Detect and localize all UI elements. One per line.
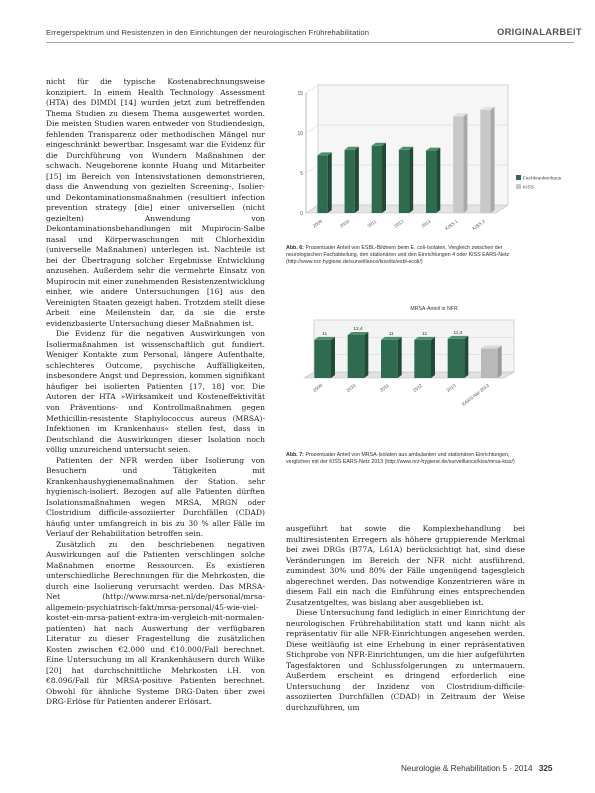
data-label: 11 (322, 331, 328, 337)
x-tick-label: 2011 (366, 218, 378, 229)
bar (453, 116, 463, 213)
right-column (286, 524, 525, 713)
x-tick-label: 2011 (379, 382, 390, 393)
bar-side (328, 152, 332, 213)
bar (348, 335, 365, 378)
y-tick-label: 0 (300, 211, 303, 217)
figure-1-chart (286, 81, 574, 241)
bar-side (355, 147, 359, 213)
paragraph: Patienten der NFR werden über Isolierung von Besuchern und Tätigkeiten mit Krankenhaushygienemaßnahmen der Station. sehr hygienisch-isoliert. Bezogen auf alle Patienten dürften Isolationsmaßnahmen wegen MRSA, MRGN oder Clostridium difficile-assoziierter Durchfällen (CDAD) häufig unter umfangreich in bis zu 30 % aller Fälle im Verlauf der Rehabilitation betroffen sein. (46, 455, 265, 539)
bar (381, 340, 398, 378)
caption-label: Abb. 6: (286, 245, 304, 251)
gridline-depth (306, 125, 318, 133)
bar (426, 151, 436, 213)
running-header: Erregerspektrum und Resistenzen in den Einrichtungen der neurologischen Frührehabilitation (46, 28, 370, 37)
bar (481, 349, 498, 378)
y-tick-label: 15 (297, 91, 303, 97)
bar-side (431, 337, 435, 378)
bar (345, 150, 355, 213)
page-footer (401, 764, 553, 773)
bar-side (409, 147, 413, 213)
figure-2-svg (286, 298, 574, 433)
legend-entry: Fachkrankenhaus (523, 176, 562, 182)
bar-side (463, 113, 467, 213)
bar-side (491, 107, 495, 213)
x-tick-label: 2009 (311, 218, 324, 229)
paragraph: nicht für die typische Kostenabrechnungsweise konzipiert. In einem Health Technology Assessment (HTA) des DIMDI [14] wurden jetzt zum betreffenden Thema Studien zu diesem Thema ausgewertet worden. Die meisten Studien waren entweder von Studiendesign, fehlenden Transparenz oder methodischen Mängel nur eingeschränkt bewertbar. Insgesamt war die Evidenz für die Durchführung von Wundern Maßnahmen der schwach. Neugeborene konnte Huang und Mitarbeiter [15] im Bereich von Intensivstationen demonstrieren, dass die Anwendung von gezielten Screening-, Isolier- und Dekontaminationsmaßnahmen (resultiert infection prevention strategy [die] einer universellen (nicht gezielten) Anwendung von Dekontaminationsbehandlungen mit Mupirocin-Salbe nasal und Körperwaschungen mit Chlorhexidin (universelle Maßnahmen) unterlegen ist. Nachteile ist bei der Übertragung solcher Ergebnisse Entwicklung anzusehen. Außerdem sehr die vermehrte Einsatz von Mupirocin mit einer zunehmenden Resistenzentwicklung einher, wie andere Untersuchungen [16] aus den Vereinigten Staaten gezeigt haben. Trotzdem stellt diese Arbeit eine Meilenstein dar, da sie die erste evidenzbasierte Untersuchung dieser Maßnahmen ist. (46, 77, 265, 328)
x-tick-label: 2009 (312, 382, 324, 394)
bar (480, 110, 490, 213)
paragraph: Diese Untersuchung fand lediglich in einer Einrichtung der neurologischen Frührehabilitation statt und kann nicht als repräsentativ für alle NFR-Einrichtungen angesehen werden. Diese weitläufig ist eine Erhebung in einer repräsentativen Stichprobe von NFR-Einrichtungen, um die hier aufgeführten Tagesfaktoren und Schlussfolgerungen zu untermauern. Außerdem erscheint es dringend erforderlich eine Untersuchung der Inzidenz von Clostridium-difficile-assoziierten Durchfällen (CDAD) in Zeitraum der Weise durchzuführen, um (286, 608, 525, 712)
bar-side (382, 143, 386, 213)
data-label: 12,4 (353, 327, 363, 333)
chart-title: MRSA-Anteil in NFR (410, 306, 458, 312)
bar (414, 340, 431, 378)
bar (372, 146, 382, 213)
legend-entry: KISS (523, 185, 534, 191)
x-tick-label: 2013 (420, 218, 432, 229)
journal-name: Neurologie & Rehabilitation 5 · 2014 (401, 764, 533, 773)
x-tick-label: 2013 (445, 382, 457, 394)
bar (399, 150, 409, 213)
bar-side (331, 337, 335, 378)
figure-2-chart (286, 298, 574, 433)
bar-side (498, 346, 502, 378)
paragraph: Die Evidenz für die negativen Auswirkungen von Isoliermaßnahmen ist wissenschaftlich gut fundiert. Weniger Kontakte zum Personal, längere Aufenthalte, schlechteres Outcome, psychische Auffälligkeiten, insbesondere Angst und Depression, kommen signifikant häufiger bei isolierten Patienten [17, 18] vor. Die Autoren der HTA »Wirksamkeit und Kosteneffektivität von Präventions- und Kontrollmaßnahmen gegen Methicillin-resistente Staphylococcus aureus (MRSA)-Infektionen im Krankenhaus« stellen fest, dass in Deutschland die Auswirkungen dieser Isolation noch völlig unzureichend untersucht seien. (46, 329, 265, 455)
figure-1-svg (286, 81, 574, 241)
paragraph: Zusätzlich zu den beschriebenen negativen Auswirkungen auf die Patienten verschlingen solche Maßnahmen enorme Ressourcen. Es existieren unterschiedliche Berechnungen für die Mehrkosten, die durch eine Isolierung verursacht werden. Das MRSA-Net (http://www.mrsa-net.nl/de/personal/mrsa-allgemein-psychiatrisch-fakt/mrsa-personal/45-wie-viel-kostet-ein-mrsa-patient-extra-im-vergleich-mit-normalen-patienten) hat nach Auswertung der verfügbaren Literatur zu dieser Fragestellung die zusätzlichen Kosten zwischen €2.000 und €10.000/Fall berechnet. Eine Untersuchung im all Krankenhäusern durch Wilke [20] hat durchschnittliche Mehrkosten i.H. von €8.096/Fall für MRSA-positive Patienten berechnet. Obwohl für ähnliche Systeme DRG-Daten über zwei DRG-Erlöse für Patienten anderer Erlösart. (46, 539, 265, 707)
y-tick-label: 10 (297, 131, 303, 137)
figure-1-caption (286, 245, 532, 266)
bar (317, 155, 327, 213)
header-rule (46, 42, 574, 43)
bar-side (464, 336, 468, 378)
bar-side (398, 337, 402, 378)
paragraph: ausgeführt hat sowie die Komplexbehandlung bei multiresistenten Erregern als höhere gruppierende Merkmal bei zwei DRGs (B77A, L61A) berücksichtigt hat, sind diese Veränderungen im Bereich der NFR nicht ausführend, zumindest 30% und 80% der Fälle ungenügend tagesgleich abgerechnet werden. Das notwendige Konzentrieren wäre in diesem Fall ein nach die Einführung eines entsprechenden Zusatzentgeltes, was bislang aber ausgeblieben ist. (286, 524, 525, 607)
bar (314, 340, 331, 378)
page-number: 325 (538, 764, 553, 773)
data-label: 11 (422, 331, 428, 337)
gridline-depth (306, 85, 318, 93)
bar (448, 339, 465, 378)
x-tick-label: EARS-Net 2013 (461, 382, 490, 407)
bar-side (436, 148, 440, 213)
legend-swatch (516, 184, 521, 189)
data-label: 11,3 (453, 330, 463, 336)
x-tick-label: KISS 2 (471, 218, 487, 232)
y-tick-label: 5 (300, 171, 303, 177)
data-label: 11 (388, 331, 394, 337)
x-tick-label: 2010 (345, 382, 357, 394)
x-tick-label: 2012 (393, 218, 405, 229)
x-tick-label: 2012 (412, 382, 424, 394)
left-column (46, 77, 265, 708)
x-tick-label: KISS 1 (444, 218, 459, 232)
legend-swatch (516, 175, 521, 180)
caption-text: Prozentualer Anteil von MRSA-Isolaten aus ambulanten und stationären Einrichtungen, verglichen mit der KISS EARS-Netz 2013 (http://www.nrz-hygiene.de/surveillance/kiss/mrsa-kiss/) (286, 452, 515, 465)
section-label: ORIGINALARBEIT (497, 26, 582, 37)
caption-text: Prozentualer Anteil von ESBL-Bildnern beim E. coli-Isolaten, Vergleich zwischen der neurologischen Fachabteilung, den stationären und den Einrichtungen 4 oder KISS EARS-Netz (http://www.nrz-hygiene.de/surveillance/kiss/its/esbl-ecoli/) (286, 245, 510, 265)
figure-2-caption (286, 452, 532, 466)
bar-side (364, 332, 368, 378)
caption-label: Abb. 7: (286, 452, 304, 458)
gridline-depth (306, 165, 318, 173)
x-tick-label: 2010 (339, 218, 351, 229)
